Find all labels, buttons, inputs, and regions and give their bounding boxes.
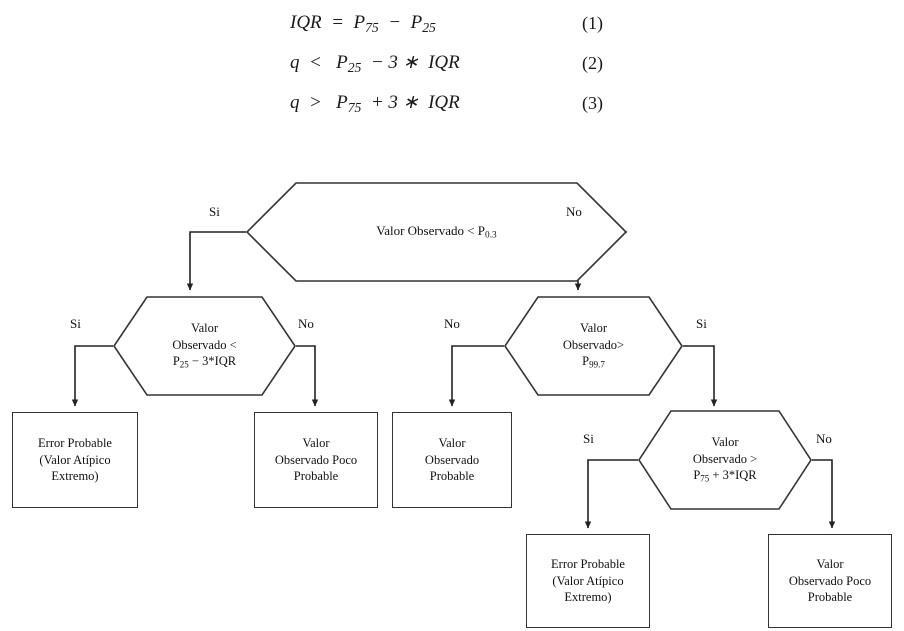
equation-1-body: IQR = $P_{75} - P_{25}$ bbox=[290, 12, 436, 35]
equation-1-number: (1) bbox=[582, 13, 603, 33]
outcome-left-unlikely-label: Valor Observado Poco Probable bbox=[274, 436, 358, 484]
edge-label-right-yes: Si bbox=[696, 316, 707, 331]
outcome-right-unlikely[interactable] bbox=[768, 534, 892, 628]
outcome-middle-probable-label: Valor Observado Probable bbox=[424, 436, 480, 484]
decision-right-label: Valor Observado> P99.7 bbox=[562, 321, 625, 370]
decision-right[interactable] bbox=[504, 296, 683, 396]
edge-label-sub-yes: Si bbox=[583, 431, 594, 446]
equation-2-number: (2) bbox=[582, 53, 603, 73]
outcome-middle-probable[interactable] bbox=[392, 412, 512, 508]
edge-label-right-no: No bbox=[444, 316, 460, 331]
equation-3-number: (3) bbox=[582, 93, 603, 113]
equation-2-body: q < $P_{25} - 3$ ∗ IQR bbox=[290, 52, 460, 75]
outcome-right-error-label: Error Probable (Valor Atípico Extremo) bbox=[551, 557, 625, 605]
edge-label-sub-no: No bbox=[816, 431, 832, 446]
decision-left-label: Valor Observado < P25 − 3*IQR bbox=[172, 321, 237, 370]
outcome-left-error[interactable] bbox=[12, 412, 138, 508]
decision-right-sub[interactable] bbox=[638, 410, 812, 510]
equation-3-body: q > $P_{75} + 3$ ∗ IQR bbox=[290, 92, 460, 115]
outcome-right-error[interactable] bbox=[526, 534, 650, 628]
decision-root[interactable] bbox=[246, 182, 627, 282]
flowchart bbox=[0, 150, 904, 631]
outcome-right-unlikely-label: Valor Observado Poco Probable bbox=[788, 557, 872, 605]
outcome-left-unlikely[interactable] bbox=[254, 412, 378, 508]
decision-left[interactable] bbox=[113, 296, 296, 396]
decision-right-sub-label: Valor Observado > P75 + 3*IQR bbox=[692, 435, 758, 484]
outcome-left-error-label: Error Probable (Valor Atípico Extremo) bbox=[38, 436, 112, 484]
decision-root-label: Valor Observado < P0.3 bbox=[376, 223, 497, 241]
edge-label-left-no: No bbox=[298, 316, 314, 331]
edge-label-root-no: No bbox=[566, 204, 582, 219]
edge-label-left-yes: Si bbox=[70, 316, 81, 331]
edge-label-root-yes: Si bbox=[209, 204, 220, 219]
